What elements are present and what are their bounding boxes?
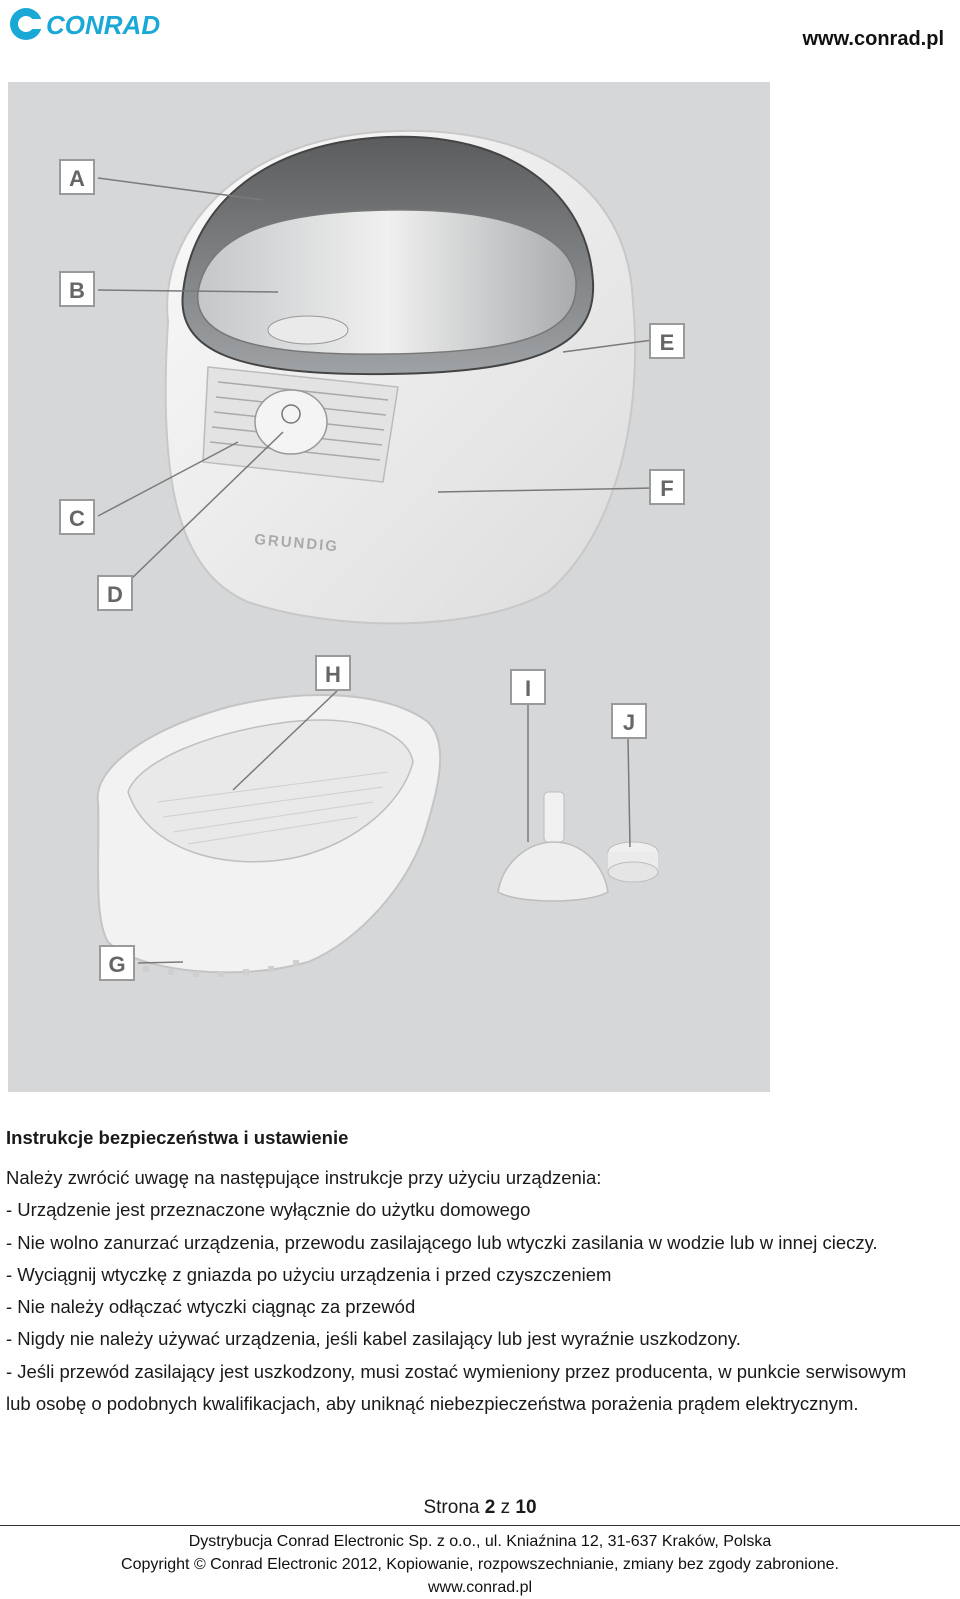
section-title: Instrukcje bezpieczeństwa i ustawienie — [6, 1127, 349, 1148]
label-e — [650, 324, 684, 358]
label-g — [100, 946, 134, 980]
instructions-text — [6, 1162, 936, 1420]
svg-text:D: D — [107, 582, 123, 607]
page-number — [0, 1497, 960, 1519]
label-h — [316, 656, 350, 690]
footer-url[interactable]: www.conrad.pl — [427, 1579, 533, 1596]
page-current: 2 — [484, 1497, 496, 1518]
label-c — [60, 500, 94, 534]
cd-ring — [608, 842, 658, 882]
instruction-item: - Urządzenie jest przeznaczone wyłącznie do użytku domowego — [6, 1199, 531, 1221]
label-i — [511, 670, 545, 704]
power-button — [255, 390, 327, 454]
page-total: 10 — [515, 1497, 537, 1518]
logo-text: CONRAD — [46, 10, 161, 40]
footer-copyright: Copyright © Conrad Electronic 2012, Kopiowanie, rozpowszechnianie, zmiany bez zgody zabronione. — [121, 1556, 839, 1573]
instruction-item: - Nigdy nie należy używać urządzenia, jeśli kabel zasilający lub jest wyraźnie uszkodzony. — [6, 1328, 741, 1350]
ultrasonic-cleaner — [166, 131, 636, 623]
footer — [0, 1530, 960, 1599]
svg-text:F: F — [660, 476, 674, 501]
label-j — [612, 704, 646, 738]
label-d — [98, 576, 132, 610]
svg-text:H: H — [325, 662, 341, 687]
svg-text:G: G — [108, 952, 126, 977]
tank — [198, 210, 576, 354]
lid-handle — [268, 316, 348, 344]
svg-text:C: C — [69, 506, 85, 531]
footer-divider — [0, 1525, 960, 1526]
label-b — [60, 272, 94, 306]
label-a — [60, 160, 94, 194]
svg-text:I: I — [524, 676, 532, 701]
device-brand: GRUNDIG — [253, 531, 340, 556]
footer-address: Dystrybucja Conrad Electronic Sp. z o.o., ul. Kniaźnina 12, 31-637 Kraków, Polska — [188, 1533, 772, 1550]
page-prefix: Strona — [423, 1497, 480, 1518]
site-url[interactable]: www.conrad.pl — [802, 28, 944, 50]
svg-text:A: A — [69, 166, 85, 191]
instruction-item: - Wyciągnij wtyczkę z gniazda po użyciu urządzenia i przed czyszczeniem — [6, 1263, 612, 1285]
label-f — [650, 470, 684, 504]
instruction-item: - Nie należy odłączać wtyczki ciągnąc za przewód — [6, 1296, 416, 1318]
intro-line: Należy zwrócić uwagę na następujące instrukcje przy użyciu urządzenia: — [6, 1167, 602, 1188]
conrad-logo — [6, 4, 166, 44]
svg-text:B: B — [69, 278, 85, 303]
instruction-item: - Jeśli przewód zasilający jest uszkodzony, musi zostać wymieniony przez producenta, w punkcie serwisowym lub osobę o podobnych kwalifikacjach, aby uniknąć niebezpieczeństwa porażenia prądem elektrycznym. — [6, 1360, 907, 1415]
svg-text:J: J — [622, 710, 636, 735]
page-separator: z — [500, 1497, 511, 1518]
instruction-item: - Nie wolno zanurzać urządzenia, przewodu zasilającego lub wtyczki zasilania w wodzie lub w innej cieczy. — [6, 1231, 878, 1253]
product-diagram — [8, 82, 770, 1092]
svg-text:E: E — [659, 330, 675, 355]
